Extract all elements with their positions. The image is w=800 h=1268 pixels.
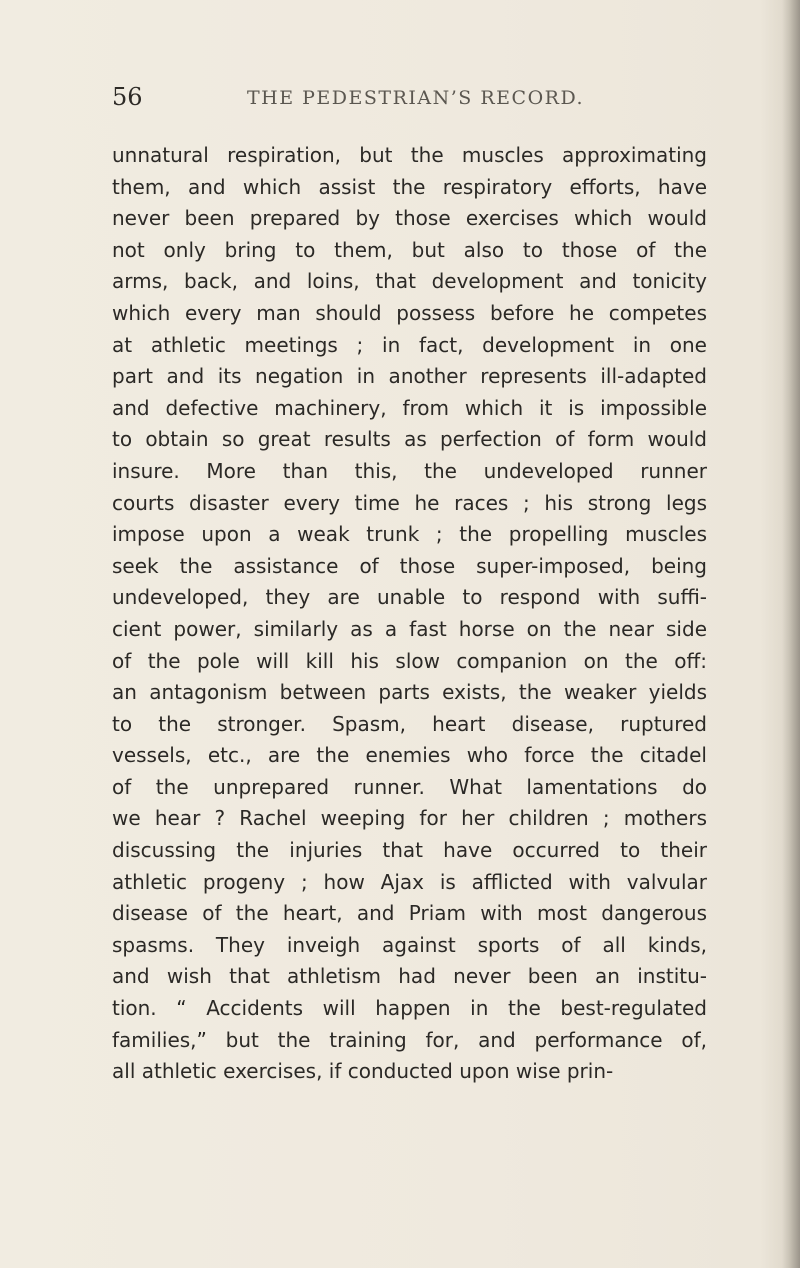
text-line: tion. “ Accidents will happen in the best-regulated bbox=[112, 996, 707, 1021]
text-line: never been prepared by those exercises which would bbox=[112, 206, 707, 231]
text-line: disease of the heart, and Priam with most dangerous bbox=[112, 901, 707, 926]
running-head: THE PEDESTRIAN’S RECORD. bbox=[247, 87, 585, 109]
text-line: vessels, etc., are the enemies who force the citadel bbox=[112, 743, 707, 768]
text-line: impose upon a weak trunk ; the propelling muscles bbox=[112, 522, 707, 547]
text-line: at athletic meetings ; in fact, development in one bbox=[112, 332, 707, 357]
text-line: all athletic exercises, if conducted upon wise prin- bbox=[112, 1059, 614, 1084]
text-line: part and its negation in another represents ill-adapted bbox=[112, 364, 707, 389]
body-text bbox=[112, 140, 707, 1088]
text-line: insure. More than this, the undeveloped runner bbox=[112, 458, 707, 483]
text-line: spasms. They inveigh against sports of all kinds, bbox=[112, 932, 707, 957]
text-line: which every man should possess before he competes bbox=[112, 300, 707, 325]
text-line: we hear ? Rachel weeping for her children ; mothers bbox=[112, 806, 707, 831]
text-line: and wish that athletism had never been an institu- bbox=[112, 964, 707, 989]
page-edge-shadow bbox=[782, 0, 800, 1268]
text-line: unnatural respiration, but the muscles approximating bbox=[112, 143, 707, 167]
text-line: to obtain so great results as perfection of form would bbox=[112, 427, 707, 452]
text-line: an antagonism between parts exists, the weaker yields bbox=[112, 680, 707, 705]
text-line: of the pole will kill his slow companion on the off: bbox=[112, 648, 707, 673]
text-line: families,” but the training for, and performance of, bbox=[112, 1027, 707, 1052]
text-line: them, and which assist the respiratory efforts, have bbox=[112, 174, 707, 199]
text-line: seek the assistance of those super-imposed, being bbox=[112, 553, 707, 578]
text-line: undeveloped, they are unable to respond with suffi- bbox=[112, 585, 707, 610]
page-header bbox=[112, 82, 712, 112]
text-line: to the stronger. Spasm, heart disease, ruptured bbox=[112, 711, 707, 736]
text-line: courts disaster every time he races ; his strong legs bbox=[112, 490, 707, 515]
text-line: not only bring to them, but also to those of the bbox=[112, 237, 707, 262]
page-number: 56 bbox=[112, 83, 143, 111]
text-line: of the unprepared runner. What lamentations do bbox=[112, 774, 707, 799]
text-line: cient power, similarly as a fast horse on the near side bbox=[112, 616, 707, 641]
text-line: athletic progeny ; how Ajax is afflicted with valvular bbox=[112, 869, 707, 894]
text-line: discussing the injuries that have occurred to their bbox=[112, 838, 707, 863]
text-line: arms, back, and loins, that development and tonicity bbox=[112, 269, 707, 294]
text-line: and defective machinery, from which it is impossible bbox=[112, 395, 707, 420]
